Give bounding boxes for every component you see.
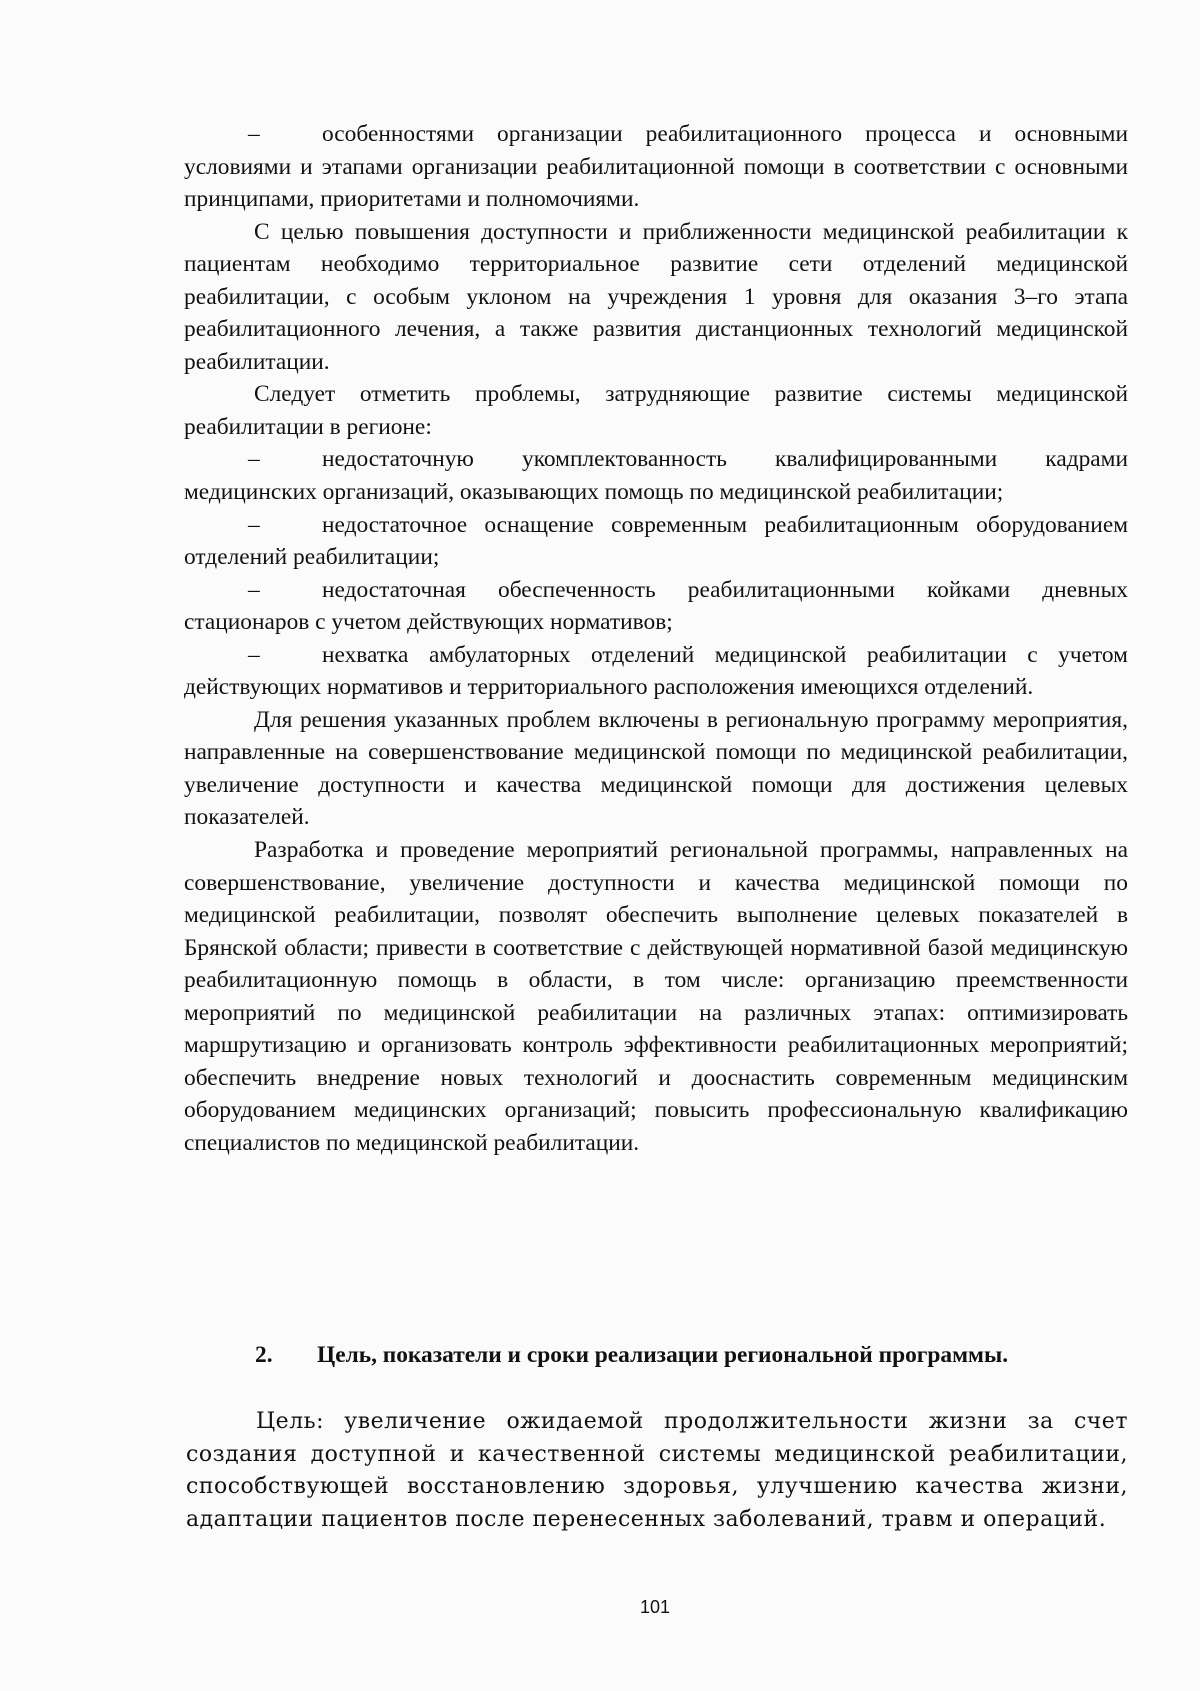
paragraph: Для решения указанных проблем включены в региональную программу мероприятия, направленные на совершенствование медицинской помощи по медицинской реабилитации, увеличение доступности и качества медицинской помощи для достижения целевых показателей. bbox=[184, 706, 1128, 831]
list-item bbox=[184, 443, 1128, 508]
section-title: Цель, показатели и сроки реализации региональной программы. bbox=[317, 1342, 1009, 1368]
dash-marker: – bbox=[248, 121, 260, 147]
list-item-text: нехватка амбулаторных отделений медицинской реабилитации с учетом действующих нормативов и территориального расположения имеющихся отделений. bbox=[184, 641, 1128, 701]
paragraph: Разработка и проведение мероприятий региональной программы, направленных на совершенствование, увеличение доступности и качества медицинской помощи по медицинской реабилитации, позволят обеспечить выполнение целевых показателей в Брянской области; привести в соответствие с действующей нормативной базой медицинскую реабилитационную помощь в области, в том числе: организацию преемственности мероприятий по медицинской реабилитации на различных этапах: оптимизировать маршрутизацию и организовать контроль эффективности реабилитационных мероприятий; обеспечить внедрение новых технологий и дооснастить современным медицинским оборудованием медицинских организаций; повысить профессиональную квалификацию специалистов по медицинской реабилитации. bbox=[184, 837, 1128, 1156]
list-item-text: недостаточное оснащение современным реабилитационным оборудованием отделений реабилитации; bbox=[184, 511, 1128, 571]
section-heading bbox=[255, 1338, 1135, 1372]
goal-block bbox=[186, 1406, 1128, 1536]
list-item-text: недостаточную укомплектованность квалифицированными кадрами медицинских организаций, оказывающих помощь по медицинской реабилитации; bbox=[184, 446, 1128, 506]
dash-marker: – bbox=[248, 511, 260, 538]
page-number: 101 bbox=[639, 1597, 671, 1617]
dash-marker: – bbox=[248, 576, 260, 603]
dash-marker: – bbox=[248, 446, 260, 473]
list-item-text: особенностями организации реабилитационного процесса и основными условиями и этапами организации реабилитационной помощи в соответствии с основными принципами, приоритетами и полномочиями. bbox=[184, 121, 1128, 213]
paragraph: С целью повышения доступности и приближенности медицинской реабилитации к пациентам необходимо территориальное развитие сети отделений медицинской реабилитации, с особым уклоном на учреждения 1 уровня для оказания 3–го этапа реабилитационного лечения, а также развития дистанционных технологий медицинской реабилитации. bbox=[184, 218, 1128, 375]
dash-marker: – bbox=[248, 641, 260, 668]
body-text bbox=[184, 118, 1128, 1160]
list-item-text: недостаточная обеспеченность реабилитационными койками дневных стационаров с учетом действующих нормативов; bbox=[184, 576, 1128, 636]
paragraph: Следует отметить проблемы, затрудняющие развитие системы медицинской реабилитации в регионе: bbox=[184, 381, 1128, 440]
list-item bbox=[184, 574, 1128, 639]
list-item bbox=[184, 118, 1128, 216]
goal-paragraph: Цель: увеличение ожидаемой продолжительности жизни за счет создания доступной и качественной системы медицинской реабилитации, способствующей восстановлению здоровья, улучшению качества жизни, адаптации пациентов после перенесенных заболеваний, травм и операций. bbox=[186, 1409, 1128, 1532]
list-item bbox=[184, 509, 1128, 574]
list-item bbox=[184, 639, 1128, 704]
section-number: 2. bbox=[255, 1342, 273, 1368]
